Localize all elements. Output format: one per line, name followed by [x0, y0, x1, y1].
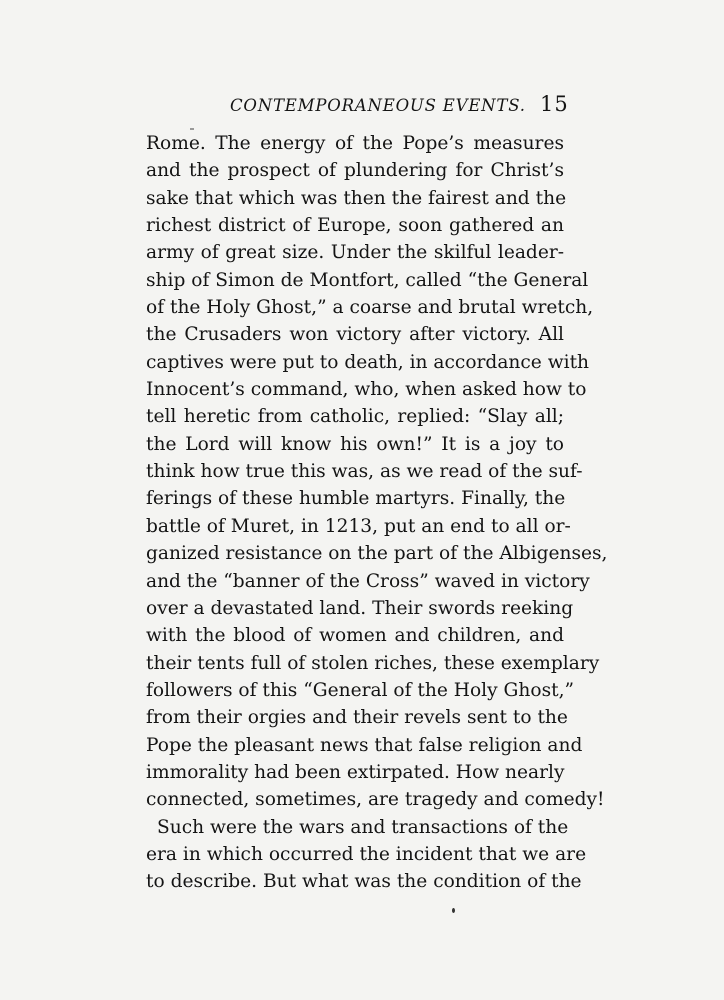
text-line: the Crusaders won victory after victory. All: [146, 324, 564, 346]
text-line: and the prospect of plundering for Christ’s: [146, 160, 564, 182]
text-line: to describe. But what was the condition of the: [146, 871, 582, 893]
text-line: from their orgies and their revels sent to the: [146, 707, 568, 729]
text-line: richest district of Europe, soon gathered an: [146, 215, 564, 237]
text-line: ferings of these humble martyrs. Finally, the: [146, 488, 566, 510]
text-line: connected, sometimes, are tragedy and comedy!: [146, 789, 605, 811]
text-line: with the blood of women and children, and: [146, 625, 564, 647]
text-line: Pope the pleasant news that false religion and: [146, 734, 583, 756]
page-number: 15: [540, 92, 569, 116]
text-line: the Lord will know his own!” It is a joy to: [146, 433, 564, 455]
text-line: sake that which was then the fairest and the: [146, 187, 567, 209]
text-line: of the Holy Ghost,” a coarse and brutal wretch,: [146, 297, 594, 319]
text-line: their tents full of stolen riches, these exemplary: [146, 652, 600, 674]
text-line: era in which occurred the incident that we are: [146, 843, 587, 865]
text-line: immorality had been extirpated. How nearly: [146, 761, 565, 783]
text-line: and the “banner of the Cross” waved in victory: [146, 570, 590, 592]
text-line: ship of Simon de Montfort, called “the General: [146, 269, 589, 291]
text-line: think how true this was, as we read of the suf-: [146, 461, 583, 483]
text-line: captives were put to death, in accordance with: [146, 351, 590, 373]
running-head: CONTEMPORANEOUS EVENTS.: [230, 96, 526, 115]
text-line: tell heretic from catholic, replied: “Slay all;: [146, 406, 564, 428]
text-line: Rome. The energy of the Pope’s measures: [146, 133, 564, 154]
text-line: over a devastated land. Their swords reeking: [146, 597, 574, 619]
text-line: Such were the wars and transactions of the: [157, 816, 569, 838]
body-text: [146, 130, 608, 896]
text-line: battle of Muret, in 1213, put an end to all or-: [146, 515, 571, 537]
text-line: Innocent’s command, who, when asked how to: [146, 379, 587, 401]
text-line: followers of this “General of the Holy Ghost,”: [146, 679, 575, 701]
ink-speck: [452, 908, 455, 913]
text-line: ganized resistance on the part of the Albigenses,: [146, 543, 608, 565]
text-line: army of great size. Under the skilful leader-: [146, 242, 564, 264]
